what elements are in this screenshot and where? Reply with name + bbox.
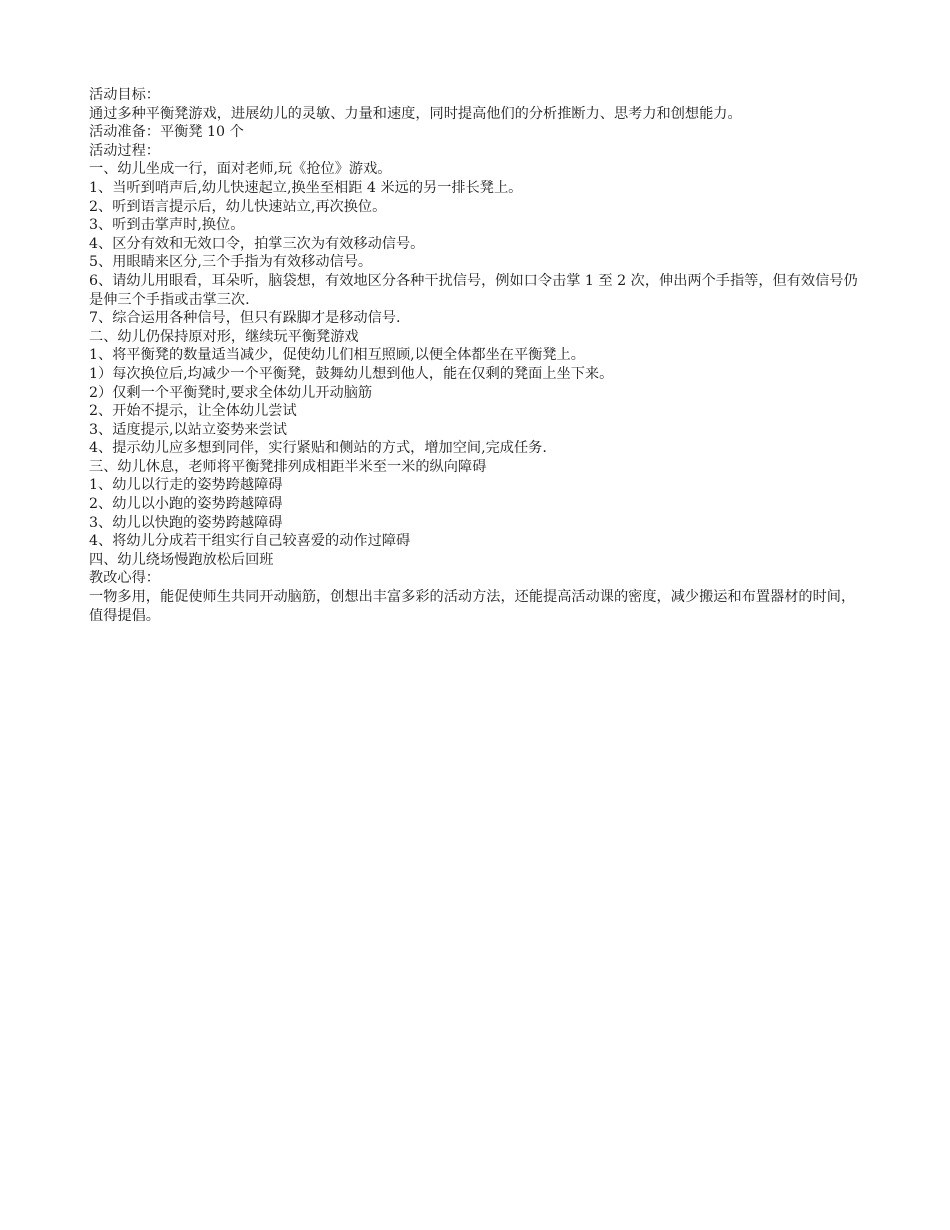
section-two-step-1: 1、将平衡凳的数量适当减少，促使幼儿们相互照顾,以便全体都坐在平衡凳上。: [89, 347, 585, 364]
activity-goal-text: 通过多种平衡凳游戏，进展幼儿的灵敏、力量和速度，同时提高他们的分析推断力、思考力和创想能力。: [89, 105, 742, 122]
section-one-step-4: 4、区分有效和无效口令，拍掌三次为有效移动信号。: [89, 235, 425, 252]
section-one-step-7: 7、综合运用各种信号，但只有跺脚才是移动信号.: [89, 310, 401, 327]
document-body: [89, 86, 861, 625]
section-one-step-1: 1、当听到哨声后,幼儿快速起立,换坐至相距 4 米远的另一排长凳上。: [89, 179, 523, 196]
section-two-step-3: 3、适度提示,以站立姿势来尝试: [89, 421, 287, 438]
section-three-step-2: 2、幼儿以小跑的姿势跨越障碍: [89, 496, 283, 513]
section-one-step-6: 6、请幼儿用眼看，耳朵听，脑袋想，有效地区分各种干扰信号，例如口令击掌 1 至 2 次，伸出两个手指等，但有效信号仍是伸三个手指或击掌三次.: [89, 272, 858, 308]
section-two-substep-1: 1）每次换位后,均减少一个平衡凳，鼓舞幼儿想到他人，能在仅剩的凳面上坐下来。: [89, 365, 614, 382]
section-two-title: 二、幼儿仍保持原对形，继续玩平衡凳游戏: [89, 328, 359, 345]
activity-preparation: 活动准备：平衡凳 10 个: [89, 124, 244, 141]
section-one-step-3: 3、听到击掌声时,换位。: [89, 217, 245, 234]
section-one-title: 一、幼儿坐成一行，面对老师,玩《抢位》游戏。: [89, 161, 392, 178]
heading-teaching-reflection: 教改心得：: [89, 570, 160, 587]
section-three-step-1: 1、幼儿以行走的姿势跨越障碍: [89, 477, 283, 494]
section-one-step-2: 2、听到语言提示后，幼儿快速站立,再次换位。: [89, 198, 387, 215]
section-two-step-2: 2、开始不提示，让全体幼儿尝试: [89, 403, 297, 420]
heading-activity-goal: 活动目标：: [89, 87, 160, 103]
section-three-title: 三、幼儿休息，老师将平衡凳排列成相距半米至一米的纵向障碍: [89, 458, 487, 475]
heading-activity-process: 活动过程：: [89, 142, 160, 159]
section-three-step-4: 4、将幼儿分成若干组实行自己较喜爱的动作过障碍: [89, 533, 411, 550]
teaching-reflection-text: 一物多用，能促使师生共同开动脑筋，创想出丰富多彩的活动方法，还能提高活动课的密度，减少搬运和布置器材的时间，值得提倡。: [89, 589, 856, 624]
section-three-step-3: 3、幼儿以快跑的姿势跨越障碍: [89, 514, 283, 531]
section-one-step-5: 5、用眼睛来区分,三个手指为有效移动信号。: [89, 254, 373, 271]
section-two-substep-2: 2）仅剩一个平衡凳时,要求全体幼儿开动脑筋: [89, 384, 373, 401]
section-two-step-4: 4、提示幼儿应多想到同伴，实行紧贴和侧站的方式，增加空间,完成任务.: [89, 440, 547, 457]
section-four-title: 四、幼儿绕场慢跑放松后回班: [89, 551, 274, 568]
